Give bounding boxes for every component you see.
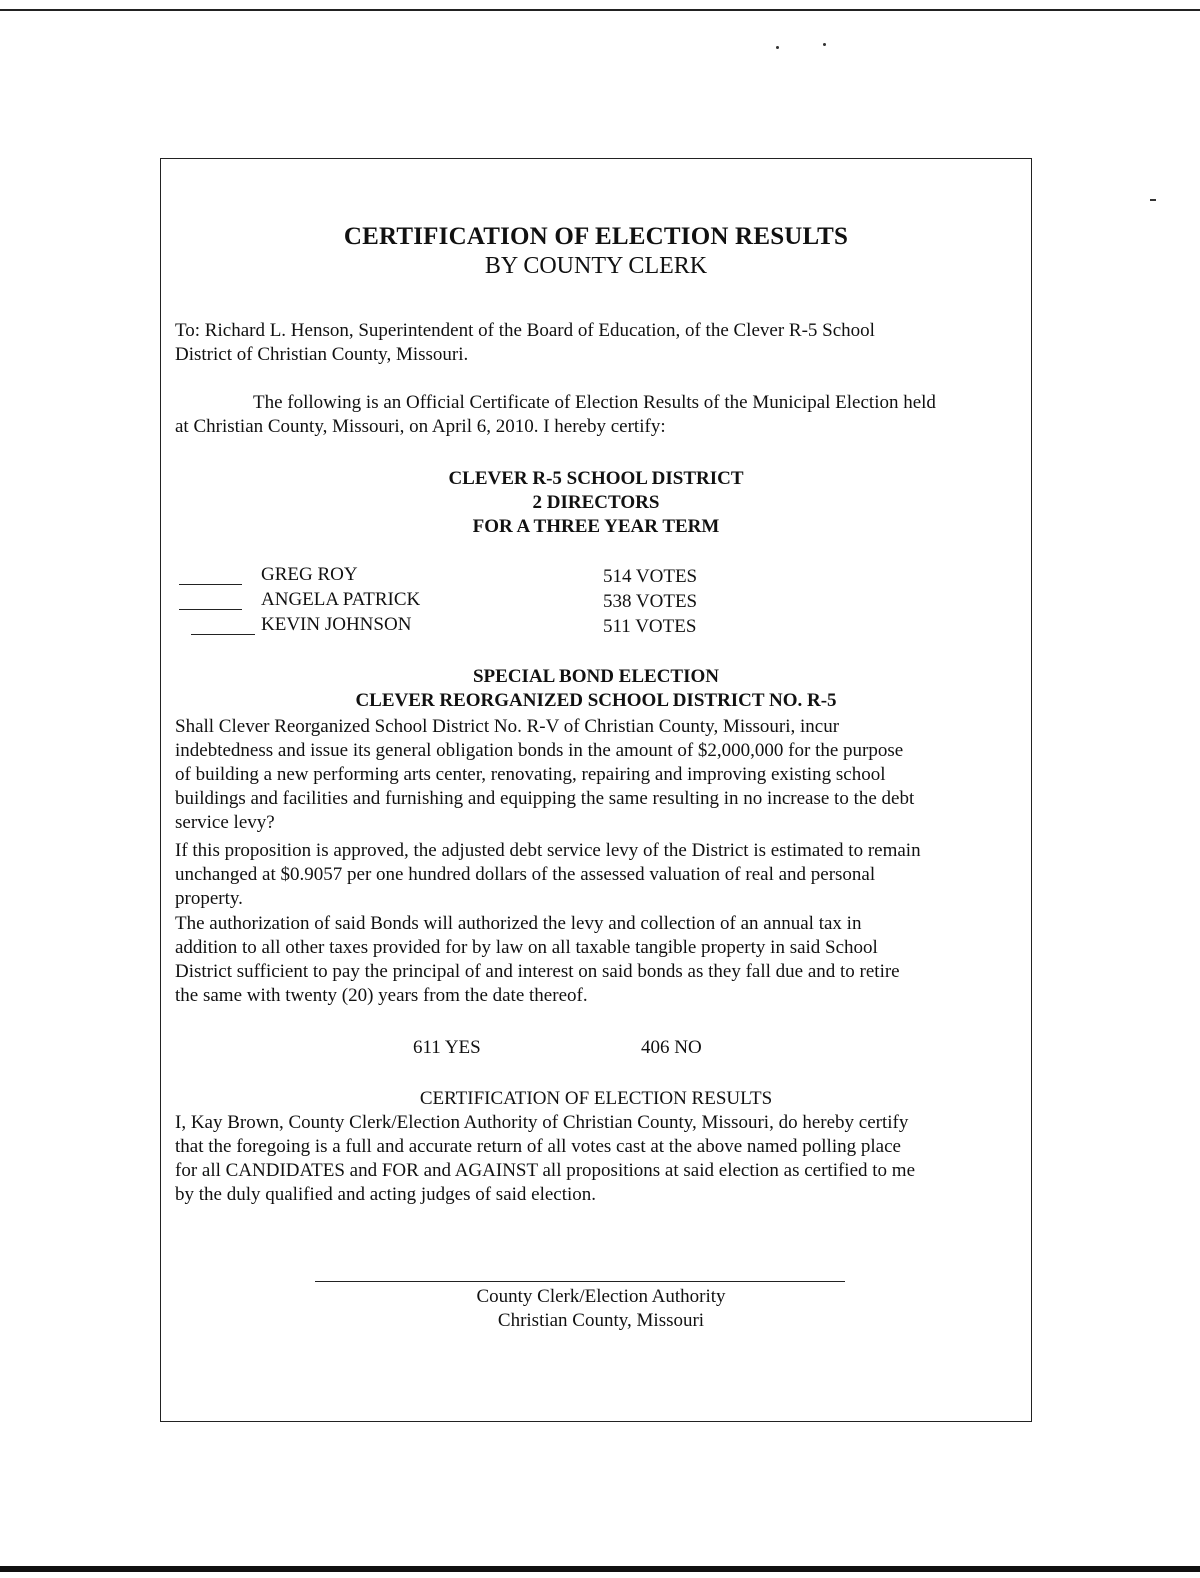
candidate-votes: 538 VOTES [603,591,698,612]
candidate-row [179,614,979,639]
certification-line: that the foregoing is a full and accurate return of all votes cast at the above named polling place [175,1136,901,1157]
signatory-title: County Clerk/Election Authority [476,1286,726,1307]
levy-line: unchanged at $0.9057 per one hundred dollars of the assessed valuation of real and personal [175,864,876,885]
certification-line: by the duly qualified and acting judges of said election. [175,1184,597,1205]
addressee-line: To: Richard L. Henson, Superintendent of the Board of Education, of the Clever R-5 School [175,320,875,341]
certification-statement [175,1111,1031,1207]
scan-edge-bottom [0,1566,1200,1572]
signature-line [315,1281,845,1282]
intro-line: The following is an Official Certificate of Election Results of the Municipal Election held [253,392,936,413]
scan-edge-top [0,9,1200,11]
no-votes: 406 NO [641,1037,702,1058]
bond-heading-line: SPECIAL BOND ELECTION [472,666,719,687]
tax-line: District sufficient to pay the principal of and interest on said bonds as they fall due and to retire [175,961,900,982]
signature-block [315,1285,887,1333]
director-race-heading [161,467,1031,539]
tax-line: the same with twenty (20) years from the date thereof. [175,985,588,1006]
bond-question [175,715,1031,835]
candidate-votes: 514 VOTES [603,566,698,587]
candidate-name: GREG ROY [261,564,358,585]
scan-speck [776,46,779,49]
vote-mark-blank [179,589,242,610]
certificate-frame [160,158,1032,1422]
addressee [175,319,1031,367]
candidate-votes: 511 VOTES [603,616,697,637]
tax-line: The authorization of said Bonds will authorized the levy and collection of an annual tax in [175,913,862,934]
bond-question-line: indebtedness and issue its general obligation bonds in the amount of $2,000,000 for the purpose [175,740,904,761]
intro-paragraph [175,391,1031,439]
document-title: CERTIFICATION OF ELECTION RESULTS [343,223,849,250]
seats-heading: 2 DIRECTORS [532,492,660,513]
vote-mark-blank [179,564,242,585]
levy-statement [175,839,1031,911]
term-heading: FOR A THREE YEAR TERM [472,516,720,537]
scan-speck [823,43,826,46]
bond-heading [161,665,1031,713]
bond-question-line: service levy? [175,812,275,833]
district-heading: CLEVER R-5 SCHOOL DISTRICT [448,468,744,489]
bond-question-line: of building a new performing arts center, renovating, repairing and improving existing school [175,764,886,785]
intro-line: at Christian County, Missouri, on April 6, 2010. I hereby certify: [175,416,666,437]
addressee-line: District of Christian County, Missouri. [175,344,469,365]
tax-authorization [175,912,1031,1008]
certification-line: I, Kay Brown, County Clerk/Election Authority of Christian County, Missouri, do hereby certify [175,1112,909,1133]
certification-heading: CERTIFICATION OF ELECTION RESULTS [419,1088,773,1109]
signatory-location: Christian County, Missouri [497,1310,705,1331]
bond-question-line: Shall Clever Reorganized School District No. R-V of Christian County, Missouri, incur [175,716,840,737]
tax-line: addition to all other taxes provided for by law on all taxable tangible property in said School [175,937,878,958]
vote-mark-blank [191,614,255,635]
candidate-row [179,564,979,589]
candidate-name: KEVIN JOHNSON [261,614,412,635]
bond-question-line: buildings and facilities and furnishing and equipping the same resulting in no increase to the debt [175,788,915,809]
candidate-name: ANGELA PATRICK [261,589,421,610]
document-subtitle: BY COUNTY CLERK [484,253,708,279]
levy-line: property. [175,888,243,909]
certification-line: for all CANDIDATES and FOR and AGAINST all propositions at said election as certified to me [175,1160,915,1181]
candidate-row [179,589,979,614]
levy-line: If this proposition is approved, the adjusted debt service levy of the District is estimated to remain [175,840,921,861]
scan-speck [1150,199,1156,201]
bond-heading-line: CLEVER REORGANIZED SCHOOL DISTRICT NO. R-5 [355,690,837,711]
yes-votes: 611 YES [413,1037,481,1058]
